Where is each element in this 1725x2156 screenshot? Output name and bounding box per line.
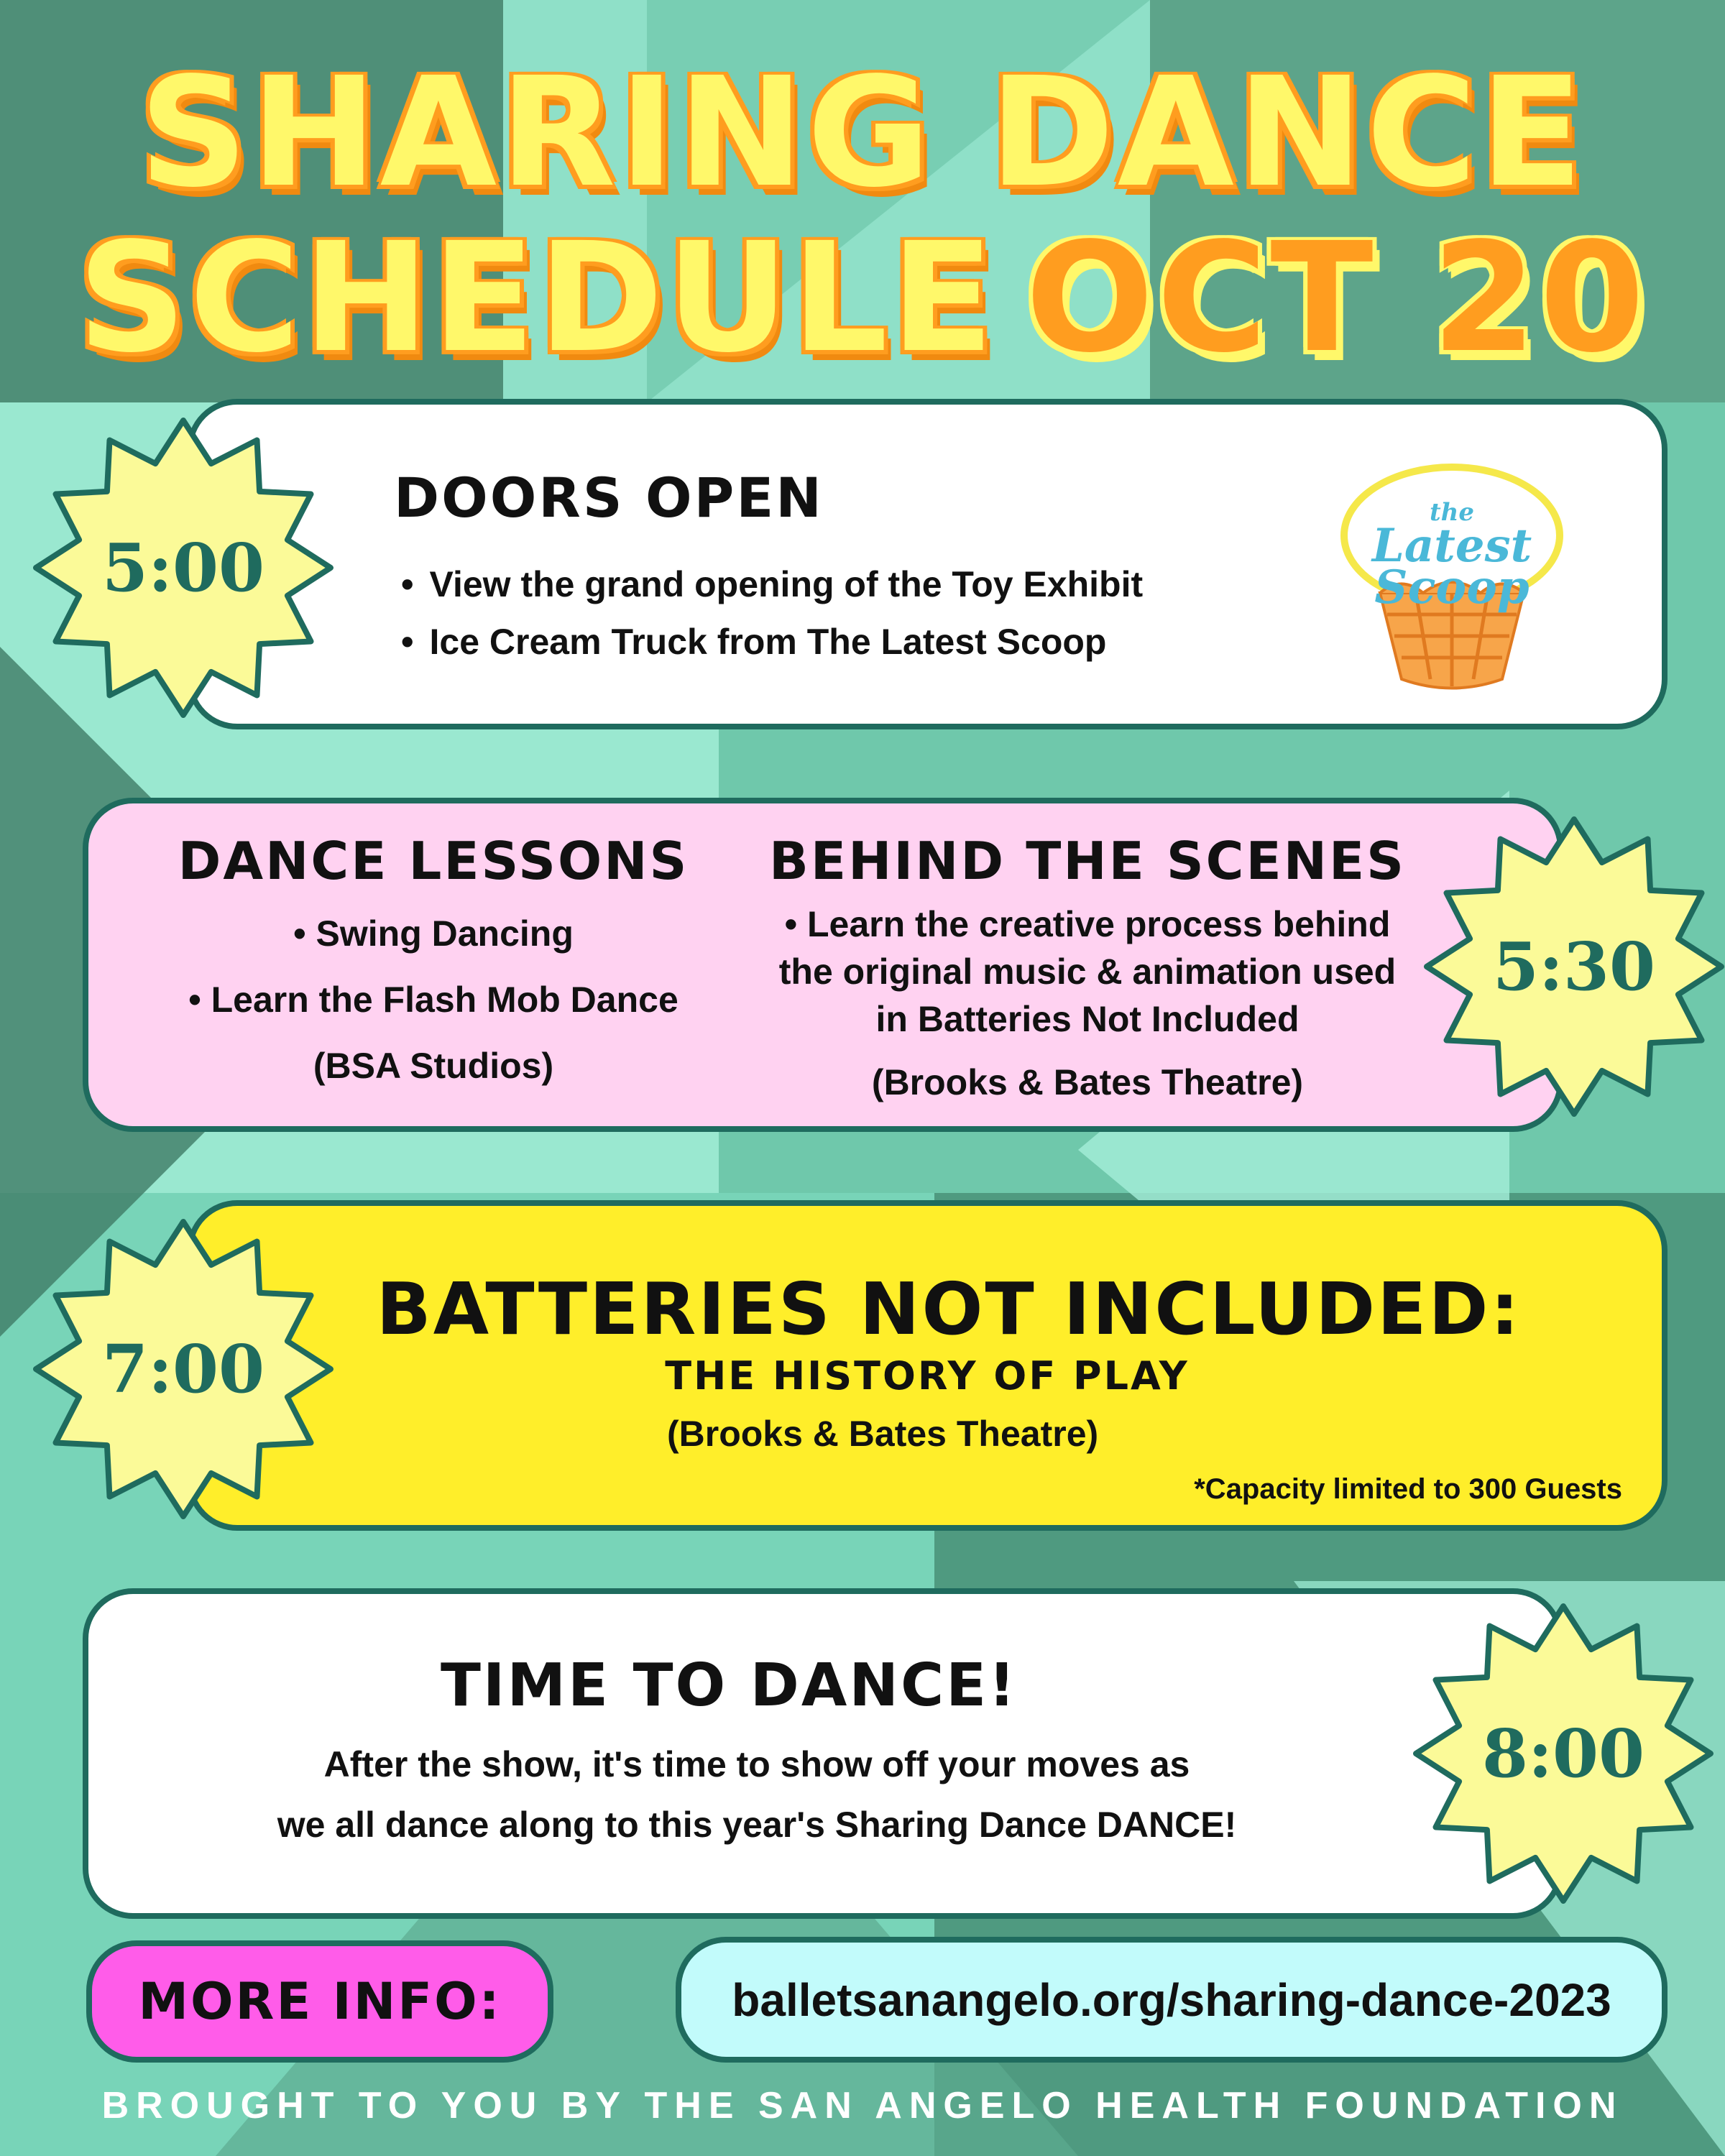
capacity-note: *Capacity limited to 300 Guests — [1194, 1473, 1622, 1505]
behind-scenes-line: • Learn the creative process behind — [784, 904, 1391, 944]
logo-text-latest: Latest — [1371, 519, 1532, 573]
dance-heading: TIME TO DANCE! — [441, 1651, 1018, 1720]
title-schedule: SCHEDULE — [78, 210, 997, 386]
dance-card — [83, 1588, 1563, 1919]
time-label: 5:00 — [101, 529, 264, 607]
dance-lessons-heading: DANCE LESSONS — [178, 831, 689, 891]
logo-text-scoop: Scoop — [1374, 561, 1530, 614]
title-line-2 — [0, 210, 1725, 386]
time-badge-8-00 — [1409, 1599, 1718, 1908]
behind-scenes-column — [735, 821, 1440, 1106]
title-date: OCT 20 — [1025, 210, 1647, 386]
show-heading: BATTERIES NOT INCLUDED: — [376, 1267, 1522, 1351]
logo-text-the: the — [1429, 498, 1475, 527]
show-subheading: THE HISTORY OF PLAY — [665, 1353, 1190, 1399]
time-badge-7-00 — [29, 1215, 338, 1524]
list-item: • View the grand opening of the Toy Exhibit — [401, 556, 1143, 613]
dance-lessons-column — [110, 821, 757, 1099]
show-venue: (Brooks & Bates Theatre) — [667, 1414, 1099, 1454]
more-info-label: MORE INFO: — [86, 1940, 553, 2063]
dance-description — [146, 1734, 1368, 1855]
time-label: 8:00 — [1481, 1715, 1644, 1792]
footer-credit: BROUGHT TO YOU BY THE SAN ANGELO HEALTH FOUNDATION — [101, 2085, 1624, 2127]
list-item: • Swing Dancing — [293, 913, 574, 954]
time-badge-5-30 — [1420, 812, 1725, 1121]
list-item: • Learn the Flash Mob Dance — [188, 980, 678, 1020]
doors-open-list — [401, 556, 1143, 671]
time-label: 5:30 — [1492, 928, 1655, 1005]
doors-open-heading: DOORS OPEN — [394, 466, 824, 530]
time-label: 7:00 — [101, 1330, 264, 1408]
behind-scenes-venue: (Brooks & Bates Theatre) — [871, 1062, 1304, 1102]
title-line-1: SHARING DANCE — [139, 45, 1586, 221]
show-card — [187, 1200, 1668, 1531]
time-badge-5-00 — [29, 413, 338, 722]
dance-line: we all dance along to this year's Sharing Dance DANCE! — [277, 1805, 1237, 1845]
behind-scenes-heading: BEHIND THE SCENES — [769, 831, 1406, 891]
latest-scoop-logo — [1330, 449, 1574, 694]
dance-lessons-venue: (BSA Studios) — [313, 1046, 554, 1086]
lessons-card — [83, 798, 1563, 1132]
list-item: • Ice Cream Truck from The Latest Scoop — [401, 613, 1143, 671]
dance-line: After the show, it's time to show off your moves as — [323, 1744, 1190, 1784]
more-info-link[interactable]: balletsanangelo.org/sharing-dance-2023 — [676, 1937, 1668, 2063]
behind-scenes-line: the original music & animation used — [778, 952, 1397, 992]
behind-scenes-line: in Batteries Not Included — [875, 999, 1300, 1039]
